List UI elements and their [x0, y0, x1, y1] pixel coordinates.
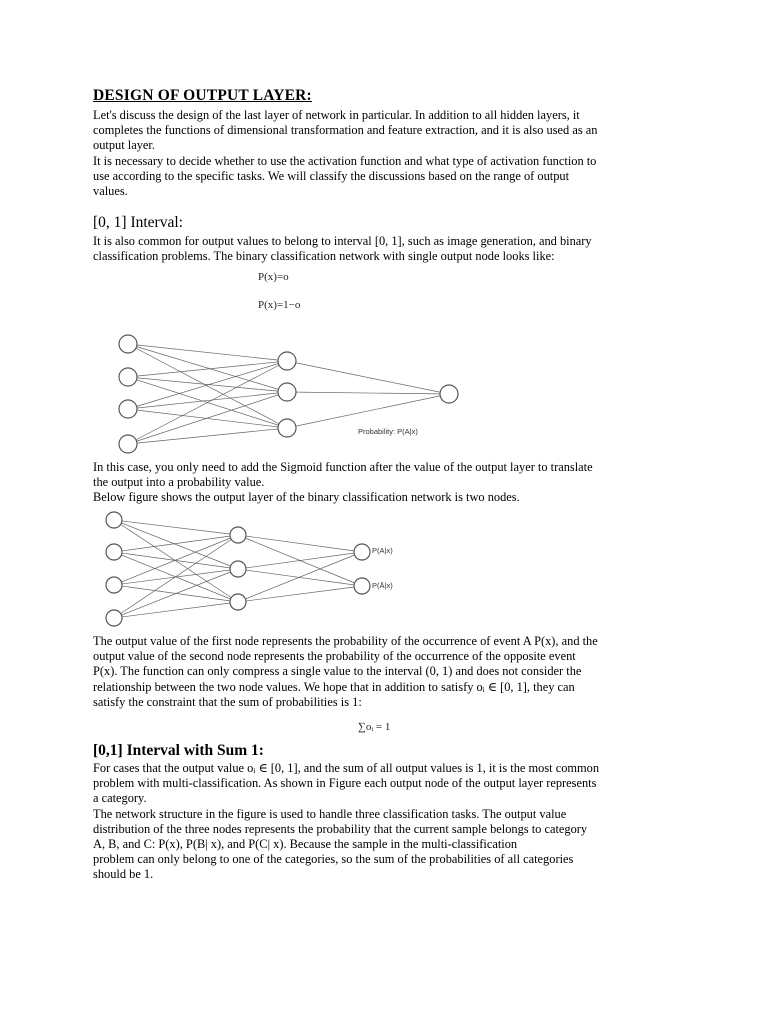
figure2-label-1: P(A|x) [372, 546, 393, 555]
network-node [230, 561, 246, 577]
text-line: values. [93, 184, 128, 199]
network-node [278, 352, 296, 370]
text-line: A, B, and C: P(x), P(B| x), and P(C| x). Because the sample in the multi-classification [93, 837, 518, 852]
network-edge [114, 602, 238, 618]
network-edge [128, 344, 287, 428]
text-line: It is necessary to decide whether to use the activation function and what type of activation function to [93, 153, 597, 168]
network-node [354, 578, 370, 594]
text-line: classification problems. The binary classification network with single output node looks like: [93, 249, 555, 264]
network-edge [128, 409, 287, 428]
text-line: output layer. [93, 138, 155, 153]
probability-formulas [256, 268, 356, 318]
network-edge [287, 361, 449, 394]
formula-1: P(x)=o [258, 271, 289, 283]
text-line: relationship between the two node values. We hope that in addition to satisfy oᵢ ∈ [0, 1], they can [93, 679, 575, 694]
figure2-label-2: P(Ā|x) [372, 581, 393, 590]
text-line: P(x). The function can only compress a single value to the interval (0, 1) and does not consider the [93, 664, 582, 679]
text-line: output value of the second node represents the probability of the occurrence of the opposite event [93, 649, 576, 664]
text-line: It is also common for output values to belong to interval [0, 1], such as image generation, and binary [93, 234, 592, 248]
section2-heading: [0,1] Interval with Sum 1: [93, 742, 264, 759]
network-node [230, 527, 246, 543]
network-edge [238, 569, 362, 586]
network-node [119, 335, 137, 353]
section1-paragraph [93, 234, 683, 264]
network-node [354, 544, 370, 560]
network-node [106, 544, 122, 560]
network-edge [238, 552, 362, 569]
text-line: distribution of the three nodes represents the probability that the current sample belongs to category [93, 821, 588, 836]
network-node [230, 594, 246, 610]
text-line: problem can only belong to one of the categories, so the sum of the probabilities of all categories [93, 852, 574, 867]
text-line: a category. [93, 791, 147, 806]
network-edge [128, 392, 287, 409]
network-node [119, 400, 137, 418]
network-edge [128, 361, 287, 444]
text-line: problem with multi-classification. As shown in Figure each output node of the output layer represents [93, 776, 597, 791]
network-edge [238, 535, 362, 552]
network-edge [128, 361, 287, 377]
network-node [119, 435, 137, 453]
sigmoid-paragraph [93, 460, 683, 506]
intro-paragraph [93, 108, 683, 199]
two-output-network-diagram [100, 508, 420, 628]
network-edge [114, 569, 238, 585]
network-edge [128, 344, 287, 361]
network-edge [114, 535, 238, 552]
text-line: completes the functions of dimensional transformation and feature extraction, and it is also used as an [93, 123, 598, 138]
network-node [106, 577, 122, 593]
network-edge [114, 520, 238, 602]
page-title: DESIGN OF OUTPUT LAYER: [93, 87, 312, 104]
network-node [278, 383, 296, 401]
text-line: In this case, you only need to add the Sigmoid function after the value of the output layer to translate [93, 460, 593, 474]
network-node [278, 419, 296, 437]
single-output-network-diagram [110, 330, 470, 460]
svg-text:∑oᵢ = 1: ∑oᵢ = 1 [358, 721, 391, 733]
formula-2: P(x)=1−o [258, 299, 301, 311]
text-line: Let's discuss the design of the last layer of network in particular. In addition to all hidden layers, it [93, 108, 580, 122]
text-line: should be 1. [93, 867, 154, 882]
figure1-label: Probability: P(A|x) [358, 427, 418, 436]
section1-heading: [0, 1] Interval: [93, 214, 183, 231]
network-edge [287, 394, 449, 428]
network-edge [114, 535, 238, 585]
text-line: The network structure in the figure is used to handle three classification tasks. The output value [93, 806, 567, 821]
network-edge [114, 552, 238, 569]
network-node [106, 610, 122, 626]
network-node [119, 368, 137, 386]
sum-formula [356, 716, 416, 738]
text-line: Below figure shows the output layer of the binary classification network is two nodes. [93, 490, 520, 505]
network-node [106, 512, 122, 528]
network-node [440, 385, 458, 403]
text-line: For cases that the output value oᵢ ∈ [0, 1], and the sum of all output values is 1, it is the most common [93, 761, 600, 775]
text-line: the output into a probability value. [93, 475, 265, 490]
network-edge [287, 392, 449, 394]
network-edge [238, 586, 362, 602]
text-line: use according to the specific tasks. We will classify the discussions based on the range of output [93, 168, 570, 183]
two-node-paragraph [93, 634, 683, 710]
section2-paragraph [93, 761, 683, 883]
text-line: satisfy the constraint that the sum of probabilities is 1: [93, 694, 362, 709]
network-edge [238, 552, 362, 602]
text-line: The output value of the first node represents the probability of the occurrence of event A P(x), and the [93, 634, 598, 648]
